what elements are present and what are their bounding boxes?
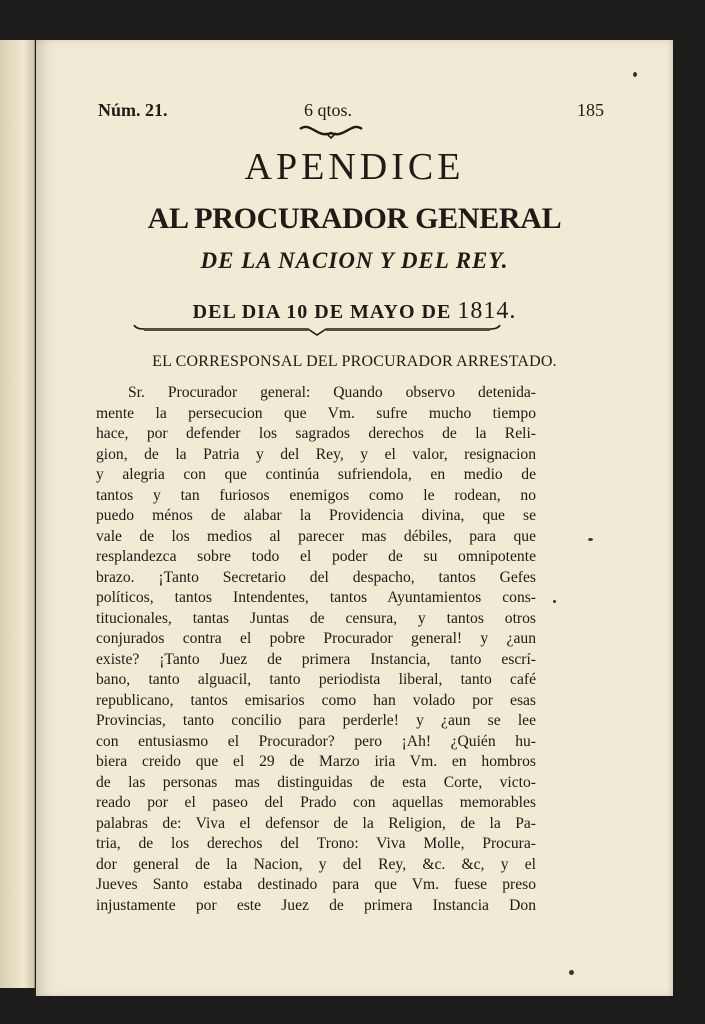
text-line: existe? ¡Tanto Juez de primera Instancia, tanto escrí- [96,650,536,668]
text-line: palabras de: Viva el defensor de la Religion, de la Pa- [96,814,536,832]
text-line: tantos y tan furiosos enemigos como le rodean, no [96,486,536,504]
issue-date [36,298,673,325]
text-line: conjurados contra el pobre Procurador general! y ¿aun [96,630,536,647]
issue-date-text: DEL DIA 10 DE MAYO DE [192,301,452,323]
text-line: hace, por defender los sagrados derechos de la Reli- [96,425,536,442]
text-line: Jueves Santo estaba destinado para que Vm. fuese preso [96,876,536,893]
section-heading: EL CORRESPONSAL DEL PROCURADOR ARRESTADO. [152,353,557,370]
text-line: reado por el paseo del Prado con aquellas memorables [96,794,536,811]
price-label: 6 qtos. [304,100,353,120]
paper-speck [553,600,556,603]
text-line: de las personas mas distinguidas de esta Corte, victo- [96,773,536,791]
document-page [36,40,673,996]
text-line: políticos, tantos Intendentes, tantos Ayuntamientos cons- [96,589,536,606]
divider-rule-icon [132,323,502,337]
text-line: Sr. Procurador general: Quando observo detenida- [128,384,536,401]
text-line: con entusiasmo el Procurador? pero ¡Ah! ¿Quién hu- [96,732,536,750]
title-subtitle-secondary: DE LA NACION Y DEL REY. [200,248,509,273]
text-line: brazo. ¡Tanto Secretario del despacho, tantos Gefes [96,568,536,586]
paper-speck [569,970,574,975]
page-number: 185 [577,100,604,120]
text-line: biera creido que el 29 de Marzo iria Vm. en hombros [96,753,536,770]
text-line: Provincias, tanto concilio para perderle! y ¿aun se lee [96,712,536,729]
text-line: vale de los medios al parecer mas débiles, para que [96,527,536,545]
text-line: gion, de la Patria y del Rey, y el valor, resignacion [96,445,536,463]
text-line: republicano, tantos emisarios como han volado por esas [96,691,536,709]
paper-speck [588,538,593,541]
facing-page-edge [0,40,35,988]
text-line: y alegria con que continúa sufriendola, en medio de [96,466,536,483]
text-line: mente la persecucion que Vm. sufre mucho tiempo [96,404,536,422]
issue-year: 1814. [457,298,517,324]
paper-speck [633,72,637,77]
title-main: APENDICE [244,146,465,188]
text-line: dor general de la Nacion, y del Rey, &c. &c, y el [96,855,536,873]
text-line: resplandezca sobre todo el poder de su omnipotente [96,548,536,565]
issue-number: Núm. 21. [98,100,168,120]
text-line: tria, de los derechos del Trono: Viva Molle, Procura- [96,835,536,852]
text-line: bano, tanto alguacil, tanto periodista liberal, tanto café [96,671,536,688]
title-subtitle: AL PROCURADOR GENERAL [147,202,562,235]
text-line: puedo ménos de alabar la Providencia divina, que se [96,507,536,524]
text-line: injustamente por este Juez de primera Instancia Don [96,896,536,914]
article-body [96,383,536,916]
ornament-icon [296,123,366,141]
text-line: titucionales, tantas Juntas de censura, y tantos otros [96,609,536,627]
